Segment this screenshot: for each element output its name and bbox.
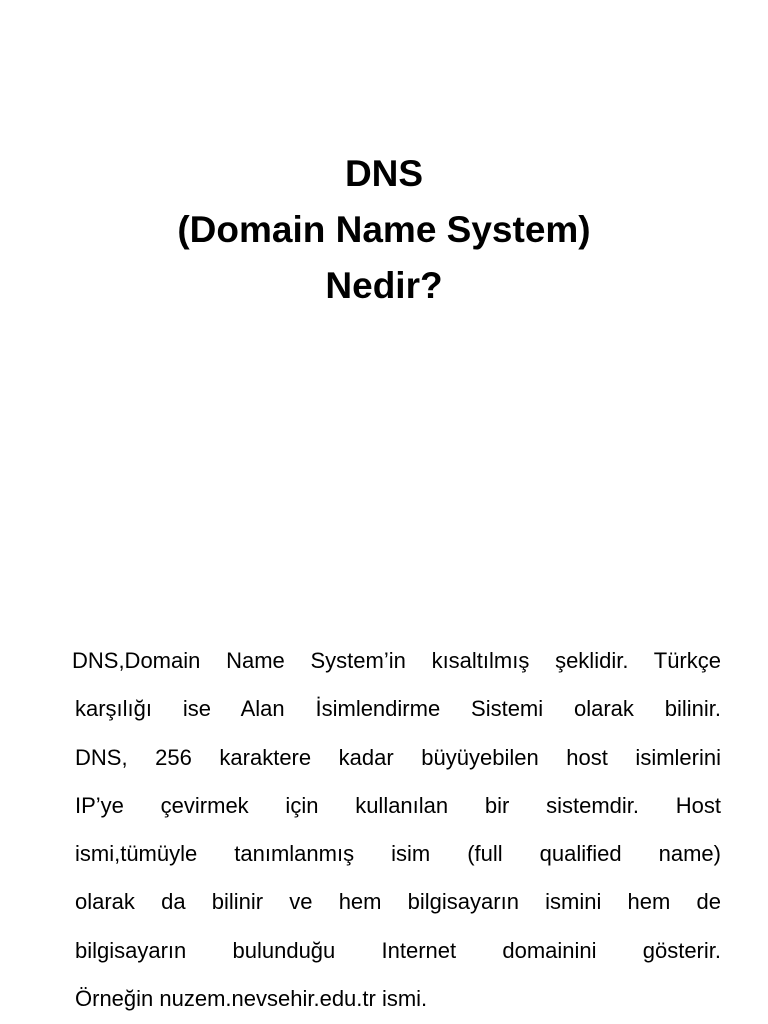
page-title: [0, 146, 768, 314]
body-line: karşılığı ise Alan İsimlendirme Sistemi olarak bilinir.: [75, 696, 721, 722]
body-line: Örneğin nuzem.nevsehir.edu.tr ismi.: [75, 986, 428, 1012]
body-line: DNS,Domain Name System’in kısaltılmış şeklidir. Türkçe: [72, 648, 721, 673]
title-line-full-name: (Domain Name System): [177, 209, 591, 250]
body-line: IP’ye çevirmek için kullanılan bir sistemdir. Host: [75, 792, 721, 818]
body-line: ismi,tümüyle tanımlanmış isim (full qualified name): [75, 841, 721, 867]
body-paragraph: [72, 637, 721, 1023]
body-line: bilgisayarın bulunduğu Internet domainini gösterir.: [75, 937, 721, 963]
title-line-question: Nedir?: [325, 265, 443, 306]
body-line: DNS, 256 karaktere kadar büyüyebilen host isimlerini: [75, 744, 721, 770]
body-line: olarak da bilinir ve hem bilgisayarın ismini hem de: [75, 889, 721, 915]
title-line-dns: DNS: [344, 153, 424, 194]
